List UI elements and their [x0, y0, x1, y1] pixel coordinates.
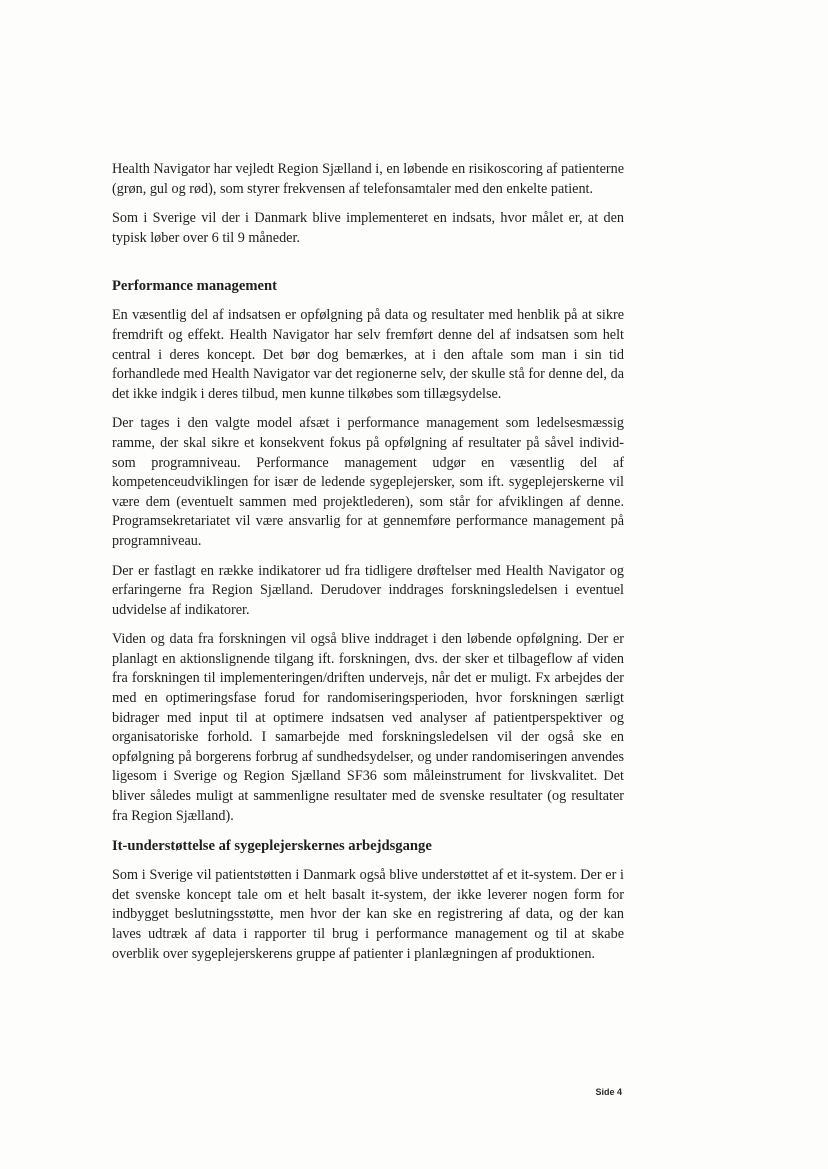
section-heading-performance-management: Performance management — [112, 278, 277, 295]
body-paragraph: Som i Sverige vil patientstøtten i Danmark også blive understøttet af et it-system. Der er i det svenske koncept tale om et helt basalt it-system, der ikke leverer nogen form for indbygget beslutningsstøtte, men hvor der kan ske en registrering af data, og der kan laves udtræk af data i rapporter til brug i performance management og til at skabe overblik over sygeplejerskerens gruppe af patienter i planlægningen af produktionen. — [112, 867, 624, 962]
document-body — [112, 160, 624, 974]
body-paragraph: Der tages i den valgte model afsæt i performance management som ledelsesmæssig ramme, der skal sikre et konsekvent fokus på opfølgning af resultater på såvel individ- som programniveau. Performance management udgør en væsentlig del af kompetenceudviklingen for især de ledende sygeplejersker, som ift. sygeplejerskerne vil være dem (eventuelt sammen med projektlederen), som står for afviklingen af denne. Programsekretariatet vil være ansvarlig for at gennemføre performance management på programniveau. — [112, 415, 624, 549]
body-paragraph: Viden og data fra forskningen vil også blive inddraget i den løbende opfølgning. Der er planlagt en aktionslignende tilgang ift. forskningen, dvs. der sker et tilbageflow af viden fra forskningen til implementeringen/driften undervejs, når det er muligt. Fx arbejdes der med en optimeringsfase forud for randomiseringsperioden, hvor forskningen særligt bidrager med input til at optimere indsatsen ved analyser af patientperspektiver og organisatoriske forhold. I samarbejde med forskningsledelsen vil der også ske en opfølgning på borgerens forbrug af sundhedsydelser, og under randomiseringen anvendes ligesom i Sverige og Region Sjælland SF36 som måleinstrument for livskvalitet. Det bliver således muligt at sammenligne resultater med de svenske resultater (og resultater fra Region Sjælland). — [112, 631, 624, 824]
body-paragraph: En væsentlig del af indsatsen er opfølgning på data og resultater med henblik på at sikre fremdrift og effekt. Health Navigator har selv fremført denne del af indsatsen som helt central i deres koncept. Det bør dog bemærkes, at i den aftale som man i sin tid forhandlede med Health Navigator var det regionerne selv, der skulle stå for denne del, da det ikke indgik i deres tilbud, men kunne tilkøbes som tillægsydelse. — [112, 307, 624, 402]
body-paragraph: Der er fastlagt en række indikatorer ud fra tidligere drøftelser med Health Navigator og erfaringerne fra Region Sjælland. Derudover inddrages forskningsledelsen i eventuel udvidelse af indikatorer. — [112, 562, 624, 618]
section-heading-it-support: It-understøttelse af sygeplejerskernes arbejdsgange — [112, 838, 432, 855]
intro-paragraph: Health Navigator har vejledt Region Sjælland i, en løbende en risikoscoring af patienterne (grøn, gul og rød), som styrer frekvensen af telefonsamtaler med den enkelte patient. — [112, 161, 624, 197]
intro-paragraph: Som i Sverige vil der i Danmark blive implementeret en indsats, hvor målet er, at den typisk løber over 6 til 9 måneder. — [112, 210, 624, 246]
page-number: Side 4 — [595, 1087, 622, 1097]
